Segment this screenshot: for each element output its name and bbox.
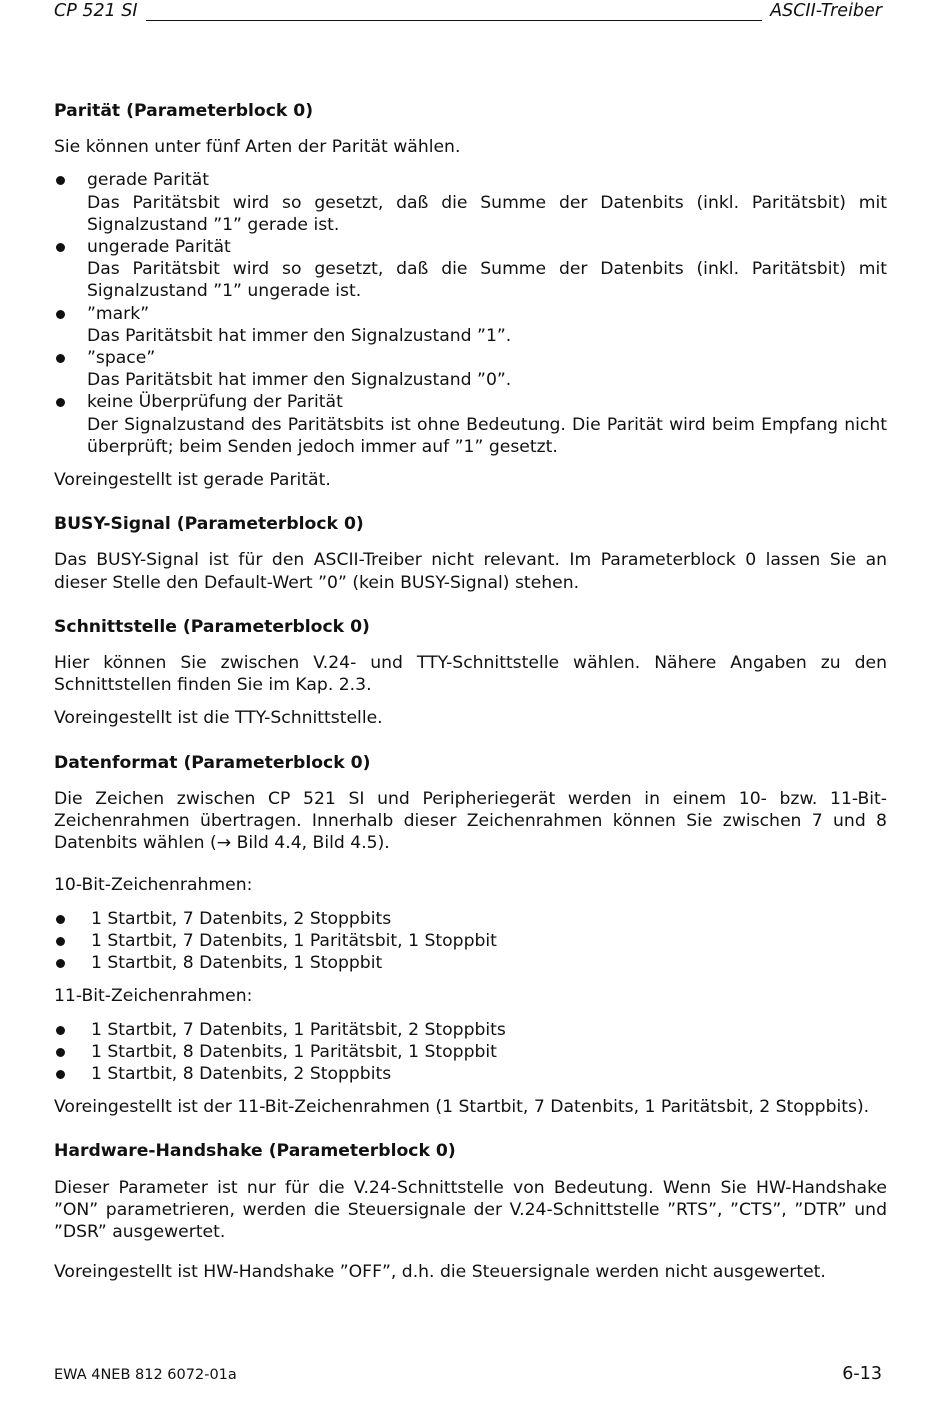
list-item (54, 1063, 887, 1085)
list-item (54, 1019, 887, 1041)
busy-heading: BUSY-Signal (Parameterblock 0) (54, 514, 364, 535)
list-item (54, 952, 887, 974)
footer-page-number: 6-13 (842, 1364, 882, 1384)
interface-heading: Schnittstelle (Parameterblock 0) (54, 616, 370, 637)
parity-item-desc: Das Paritätsbit hat immer den Signalzustand ”1”. (87, 325, 512, 346)
parity-item-title: keine Überprüfung der Parität (87, 392, 343, 413)
list-item (54, 908, 887, 930)
header-chapter: ASCII-Treiber (762, 0, 882, 22)
list-item (54, 930, 887, 952)
bullet-icon (56, 1026, 65, 1035)
bullet-icon (56, 310, 65, 319)
parity-item-desc: Das Paritätsbit wird so gesetzt, daß die Summe der Datenbits (inkl. Paritätsbit) mit Signalzustand ”1” gerade ist. (87, 192, 887, 235)
bullet-icon (56, 398, 65, 407)
list-item (54, 1041, 887, 1063)
frame10-label: 10-Bit-Zeichenrahmen: (54, 875, 253, 896)
section-busy (54, 513, 887, 594)
bullet-icon (56, 915, 65, 924)
frame-option: 1 Startbit, 7 Datenbits, 1 Paritätsbit, 1 Stoppbit (91, 930, 497, 951)
frame-option: 1 Startbit, 8 Datenbits, 2 Stoppbits (91, 1063, 392, 1084)
parity-item-title: ”space” (87, 348, 156, 369)
parity-list (54, 169, 887, 458)
bullet-icon (56, 937, 65, 946)
frame-option: 1 Startbit, 8 Datenbits, 1 Stoppbit (91, 953, 383, 974)
section-parity (54, 100, 887, 491)
frame11-label: 11-Bit-Zeichenrahmen: (54, 986, 253, 1007)
dataformat-heading: Datenformat (Parameterblock 0) (54, 752, 371, 773)
list-item (54, 169, 887, 236)
dataformat-default: Voreingestellt ist der 11-Bit-Zeichenrahmen (1 Startbit, 7 Datenbits, 1 Paritätsbit, 2 Stoppbits). (54, 1097, 870, 1118)
section-handshake (54, 1140, 887, 1283)
page-content (54, 100, 887, 1294)
bullet-icon (56, 354, 65, 363)
frame10-list (54, 908, 887, 975)
interface-default: Voreingestellt ist die TTY-Schnittstelle. (54, 708, 383, 729)
frame-option: 1 Startbit, 8 Datenbits, 1 Paritätsbit, 1 Stoppbit (91, 1041, 497, 1062)
list-item (54, 391, 887, 458)
parity-item-title: ungerade Parität (87, 237, 231, 258)
footer-doc-number: EWA 4NEB 812 6072-01a (54, 1367, 237, 1383)
parity-default: Voreingestellt ist gerade Parität. (54, 470, 331, 491)
frame-option: 1 Startbit, 7 Datenbits, 2 Stoppbits (91, 908, 392, 929)
frame11-list (54, 1019, 887, 1086)
busy-text: Das BUSY-Signal ist für den ASCII-Treiber nicht relevant. Im Parameterblock 0 lassen Sie an dieser Stelle den Default-Wert ”0” (kein BUSY-Signal) stehen. (54, 550, 887, 593)
page-header (54, 0, 882, 24)
list-item (54, 236, 887, 303)
header-product: CP 521 SI (54, 0, 146, 22)
section-interface (54, 616, 887, 730)
handshake-heading: Hardware-Handshake (Parameterblock 0) (54, 1141, 456, 1162)
parity-heading: Parität (Parameterblock 0) (54, 101, 314, 121)
bullet-icon (56, 176, 65, 185)
parity-item-title: ”mark” (87, 303, 150, 324)
section-dataformat (54, 752, 887, 1119)
list-item (54, 303, 887, 347)
parity-item-desc: Das Paritätsbit hat immer den Signalzustand ”0”. (87, 370, 512, 391)
bullet-icon (56, 1070, 65, 1079)
dataformat-text: Die Zeichen zwischen CP 521 SI und Peripheriegerät werden in einem 10- bzw. 11-Bit-Zeichenrahmen übertragen. Innerhalb dieser Zeichenrahmen können Sie zwischen 7 und 8 Datenbits wählen (→ Bild 4.4, Bild 4.5). (54, 788, 887, 854)
header-rule (132, 20, 766, 21)
parity-item-desc: Das Paritätsbit wird so gesetzt, daß die Summe der Datenbits (inkl. Paritätsbit) mit Signalzustand ”1” ungerade ist. (87, 259, 887, 302)
bullet-icon (56, 959, 65, 968)
list-item (54, 347, 887, 391)
bullet-icon (56, 1048, 65, 1057)
interface-text: Hier können Sie zwischen V.24- und TTY-Schnittstelle wählen. Nähere Angaben zu den Schnittstellen finden Sie im Kap. 2.3. (54, 653, 887, 696)
parity-intro: Sie können unter fünf Arten der Parität wählen. (54, 137, 461, 158)
handshake-default: Voreingestellt ist HW-Handshake ”OFF”, d.h. die Steuersignale werden nicht ausgewertet. (54, 1262, 826, 1283)
parity-item-title: gerade Parität (87, 170, 210, 191)
parity-item-desc: Der Signalzustand des Paritätsbits ist ohne Bedeutung. Die Parität wird beim Empfang nicht überprüft; beim Senden jedoch immer auf ”1” gesetzt. (87, 414, 887, 457)
bullet-icon (56, 243, 65, 252)
frame-option: 1 Startbit, 7 Datenbits, 1 Paritätsbit, 2 Stoppbits (91, 1019, 506, 1040)
handshake-text: Dieser Parameter ist nur für die V.24-Schnittstelle von Bedeutung. Wenn Sie HW-Handshake ”ON” parametrieren, werden die Steuersignale der V.24-Schnittstelle ”RTS”, ”CTS”, ”DTR” und ”DSR” ausgewertet. (54, 1177, 887, 1242)
